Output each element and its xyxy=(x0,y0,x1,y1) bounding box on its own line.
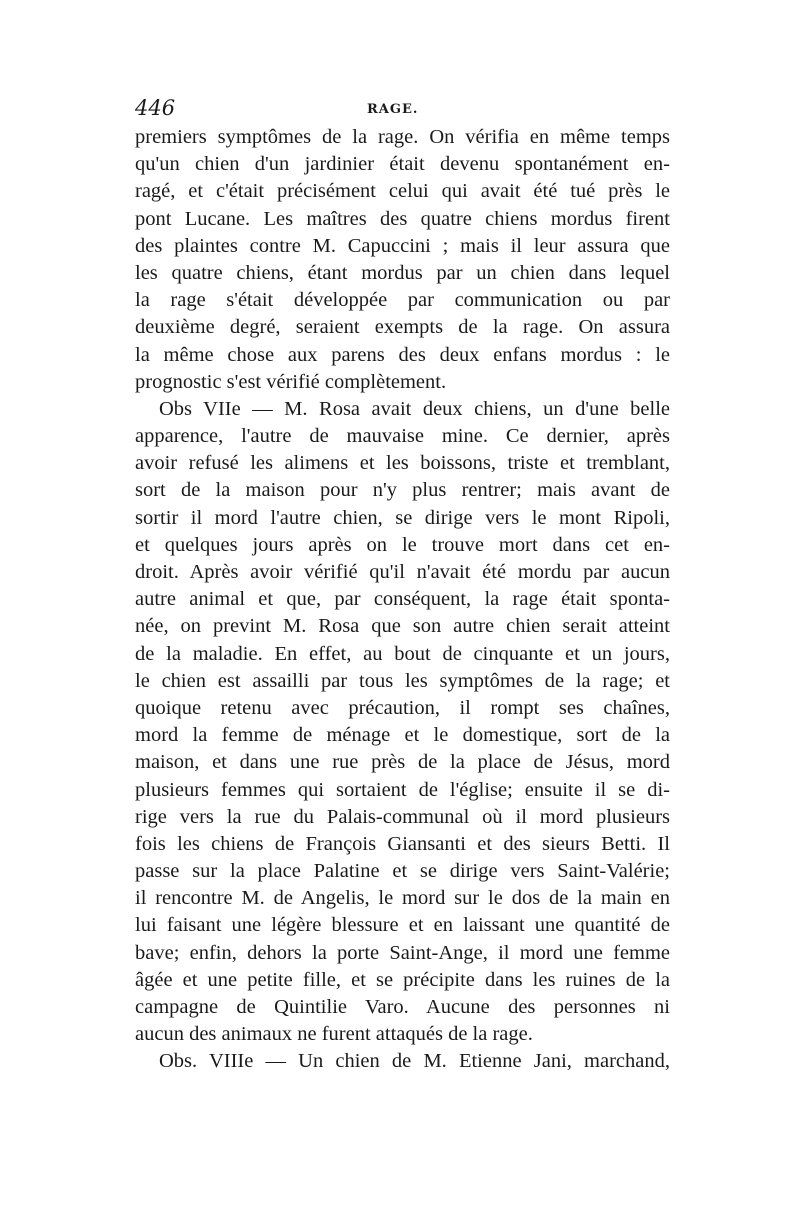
text-line: les quatre chiens, étant mordus par un chien dans lequel xyxy=(135,261,670,284)
text-line: le chien est assailli par tous les symptômes de la rage; et xyxy=(135,669,670,692)
text-line: autre animal et que, par conséquent, la rage était sponta- xyxy=(135,588,670,611)
text-line: née, on prevint M. Rosa que son autre chien serait atteint xyxy=(135,615,670,638)
text-line: droit. Après avoir vérifié qu'il n'avait été mordu par aucun xyxy=(135,561,670,583)
text-line: mord la femme de ménage et le domestique, sort de la xyxy=(135,724,670,747)
text-line: campagne de Quintilie Varo. Aucune des personnes ni xyxy=(135,996,670,1018)
text-line: premiers symptômes de la rage. On vérifia en même temps xyxy=(135,126,670,148)
page-number: 446 xyxy=(135,96,176,120)
page-header xyxy=(135,96,670,126)
text-line: plusieurs femmes qui sortaient de l'église; ensuite il se di- xyxy=(135,778,670,801)
text-line: sortir il mord l'autre chien, se dirige vers le mont Ripoli, xyxy=(135,506,670,529)
text-line: quoique retenu avec précaution, il rompt ses chaînes, xyxy=(135,696,670,719)
text-line: il rencontre M. de Angelis, le mord sur le dos de la main en xyxy=(135,887,670,910)
text-line: fois les chiens de François Giansanti et des sieurs Betti. Il xyxy=(135,832,670,855)
text-line: de la maladie. En effet, au bout de cinquante et un jours, xyxy=(135,642,670,665)
text-line: prognostic s'est vérifié complètement. xyxy=(135,370,447,393)
text-line: ragé, et c'était précisément celui qui avait été tué près le xyxy=(135,180,670,203)
observation-heading-line: Obs. VIIIe — Un chien de M. Etienne Jani, marchand, xyxy=(159,1050,670,1073)
text-line: aucun des animaux ne furent attaqués de la rage. xyxy=(135,1023,533,1046)
text-line: la rage s'était développée par communication ou par xyxy=(135,289,670,312)
body-text xyxy=(135,124,670,1076)
text-line: lui faisant une légère blessure et en laissant une quantité de xyxy=(135,914,670,937)
text-line: apparence, l'autre de mauvaise mine. Ce dernier, après xyxy=(135,425,670,448)
text-line: passe sur la place Palatine et se dirige vers Saint-Valérie; xyxy=(135,860,670,883)
text-line: des plaintes contre M. Capuccini ; mais il leur assura que xyxy=(135,234,670,257)
text-line: avoir refusé les alimens et les boissons, triste et tremblant, xyxy=(135,452,670,475)
text-line: la même chose aux parens des deux enfans mordus : le xyxy=(135,343,670,366)
text-line: âgée et une petite fille, et se précipite dans les ruines de la xyxy=(135,968,670,991)
running-head: RAGE. xyxy=(367,102,419,117)
text-line: rige vers la rue du Palais-communal où il mord plusieurs xyxy=(135,805,670,828)
text-line: pont Lucane. Les maîtres des quatre chiens mordus firent xyxy=(135,207,670,230)
text-line: deuxième degré, seraient exempts de la rage. On assura xyxy=(135,316,670,339)
text-line: maison, et dans une rue près de la place de Jésus, mord xyxy=(135,751,670,774)
text-line: bave; enfin, dehors la porte Saint-Ange, il mord une femme xyxy=(135,941,670,964)
text-line: qu'un chien d'un jardinier était devenu spontanément en- xyxy=(135,153,670,176)
text-line: sort de la maison pour n'y plus rentrer; mais avant de xyxy=(135,479,670,502)
observation-heading-line: Obs VIIe — M. Rosa avait deux chiens, un d'une belle xyxy=(159,397,670,420)
text-line: et quelques jours après on le trouve mort dans cet en- xyxy=(135,533,670,556)
